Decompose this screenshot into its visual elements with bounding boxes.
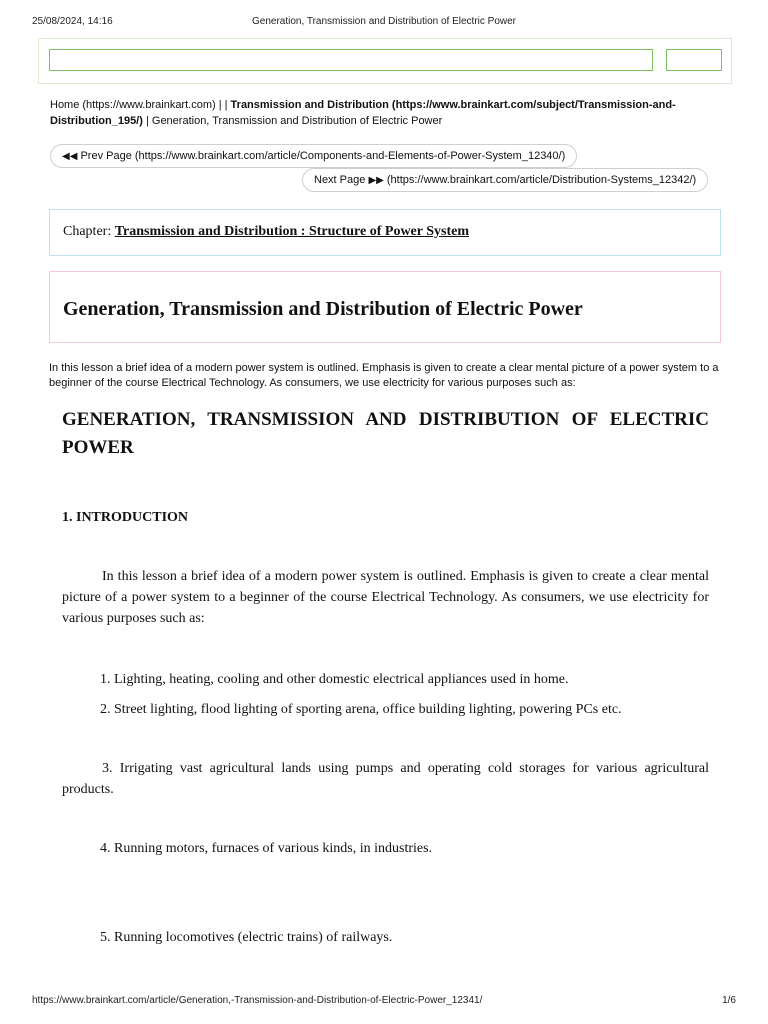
- search-button[interactable]: [666, 49, 722, 71]
- intro-paragraph: In this lesson a brief idea of a modern power system is outlined. Emphasis is given to create a clear mental picture of a power system to a beginner of the course Electrical Technology. As consumers, we use electricity for various purposes such as:: [62, 569, 709, 626]
- breadcrumb-current: | Generation, Transmission and Distribution of Electric Power: [145, 115, 443, 127]
- list-item: 2. Street lighting, flood lighting of sporting arena, office building lighting, powering PCs etc.: [100, 702, 622, 717]
- next-page-url: (https://www.brainkart.com/article/Distribution-Systems_12342/): [386, 174, 697, 186]
- double-chevron-right-icon: ▶▶: [368, 175, 384, 186]
- list-item: 5. Running locomotives (electric trains) of railways.: [100, 930, 393, 945]
- page-title-box: [49, 271, 721, 343]
- list-item: 3. Irrigating vast agricultural lands using pumps and operating cold storages for various agricultural products.: [62, 761, 709, 797]
- next-page-button[interactable]: [302, 168, 708, 192]
- print-footer: [32, 995, 736, 1009]
- print-document-title: Generation, Transmission and Distribution of Electric Power: [251, 16, 516, 27]
- print-page-number: 1/6: [722, 995, 736, 1006]
- print-header: [32, 16, 736, 30]
- breadcrumb: [50, 97, 730, 129]
- next-page-label: Next Page: [314, 174, 366, 186]
- search-input[interactable]: [49, 49, 653, 71]
- article-body: [62, 406, 709, 945]
- chapter-box: [49, 209, 721, 256]
- chapter-link[interactable]: Transmission and Distribution : Structure of Power System: [114, 224, 470, 239]
- page-title: Generation, Transmission and Distribution of Electric Power: [63, 298, 583, 320]
- print-datetime: 25/08/2024, 14:16: [32, 16, 113, 27]
- list-item: 4. Running motors, furnaces of various kinds, in industries.: [100, 841, 433, 856]
- breadcrumb-subject-link[interactable]: Transmission and Distribution (https://www.brainkart.com/subject/Transmission-and-Distribution_195/): [50, 99, 676, 127]
- prev-page-button[interactable]: [50, 144, 577, 168]
- prev-page-label: Prev Page (https://www.brainkart.com/article/Components-and-Elements-of-Power-System_12340/): [80, 150, 566, 162]
- double-chevron-left-icon: ◀◀: [62, 151, 78, 162]
- list-item: 1. Lighting, heating, cooling and other domestic electrical appliances used in home.: [100, 672, 569, 687]
- breadcrumb-home-link[interactable]: Home (https://www.brainkart.com) | |: [50, 99, 228, 111]
- section-heading: 1. INTRODUCTION: [62, 510, 189, 525]
- search-bar: [38, 38, 732, 84]
- chapter-label: Chapter:: [63, 224, 112, 239]
- article-heading: GENERATION, TRANSMISSION AND DISTRIBUTION OF ELECTRIC POWER: [62, 409, 709, 458]
- lesson-summary: In this lesson a brief idea of a modern power system is outlined. Emphasis is given to create a clear mental picture of a power system to a beginner of the course Electrical Technology. As consumers, we use electricity for various purposes such as:: [49, 362, 719, 389]
- print-page-url: https://www.brainkart.com/article/Generation,-Transmission-and-Distribution-of-Electric-Power_12341/: [32, 995, 483, 1006]
